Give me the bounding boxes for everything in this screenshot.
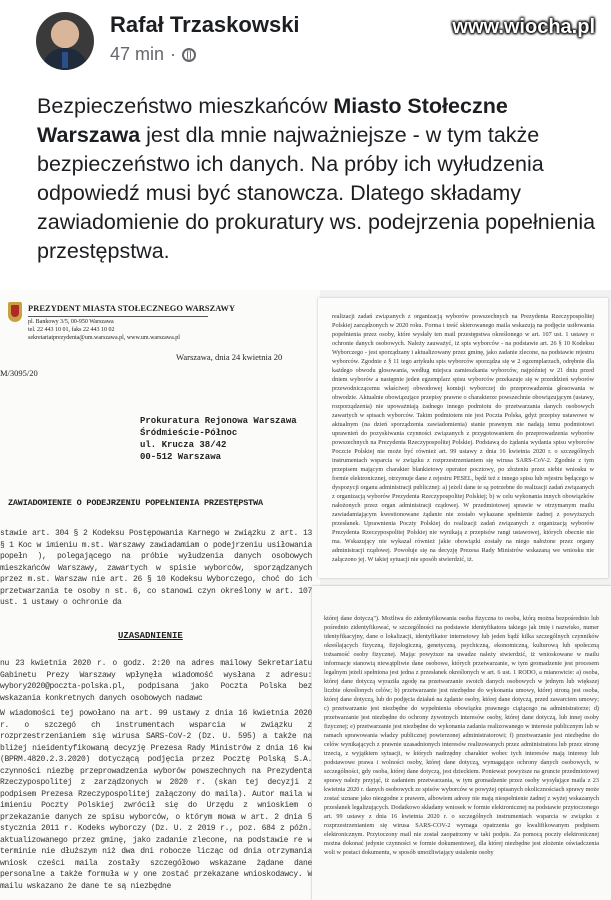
letterhead-title: PREZYDENT MIASTA STOŁECZNEGO WARSZAWY (28, 304, 236, 313)
document-paragraph-1: stawie art. 304 § 2 Kodeksu Postępowania Karnego w związku z art. 13 § 1 Koc w imieniu m.st. Warszawy zawiadamiam o podejrzeniu usiłowania popełn ), polegającego na próbie wyłudzenia danych osobowych mieszkańców Warszawy, zawartych w spisie wyborców, sporządzanych przez m.st. Warszaw nie art. 26 § 10 Kodeksu Wyborczego, choć do ich przetwarzania te osoby n st. 6, co stanowi czyn określony w art. 107 ust. 1 ustawy o ochronie da (0, 529, 312, 607)
post-text (37, 92, 597, 266)
recipient-line-2: Śródmieście-Północ (140, 428, 238, 438)
section-heading: UZASADNIENIE (118, 631, 183, 641)
document-paragraph-3: W wiadomości tej powołano na art. 99 ustawy z dnia 16 kwietnia 2020 r. o szczegó ch instrumentach wsparcia w związku z rozprzestrzenianiem się wirusa SARS-CoV-2 (Dz. U. 595) a także na bliżej nieidentyfikowaną decyzję Prezesa Rady Ministrów z dnia 16 kw (BPRM.4820.2.3.2020) dotyczącą podjęcia przez Pocztę Polską S.A. czynności niezbę przeprowadzenia wyborów powszechnych na Prezydenta Rzeczypospolitej z zarządzonych w 2020 r. (skan tej decyzji z podpisem Prezesa Rzeczypospolitej załączony do maila). Autor maila w imieniu Poczty Polskiej zwrócił się do Urzędu z wnioskiem o przekazanie danych ze spisu wyborców, o którym mowa w art. 2 dnia 5 stycznia 2011 r. Kodeks wyborczy (Dz. U. z 2019 r., poz. 684 z późn. aktualizowanego przez gminę, jako zadanie zlecone, na podstawie re w terminie nie dłuższym niż dwa dni robocze licząc od dnia otrzymania wniosk cześci maila zostały szczegółowo wskazane żądane dane personalne a także formuła w y one zostać przekazane wnioskodawcy. W mailu wskazano że dane te są niezbędne (0, 709, 312, 891)
post-text-part-1: Bezpieczeństwo mieszkańców (37, 94, 334, 118)
post-text-bold: Miasto Stołeczne Warszawa (37, 94, 508, 147)
warsaw-emblem-icon (8, 302, 22, 322)
post-author[interactable]: Rafał Trzaskowski (110, 12, 300, 37)
avatar[interactable] (36, 12, 94, 70)
post-meta (110, 44, 196, 65)
recipient-line-1: Prokuratura Rejonowa Warszawa (140, 416, 297, 426)
document-paragraph-2: nu 23 kwietnia 2020 r. o godz. 2:20 na adres mailowy Sekretariatu Gabinetu Prezy Warszawy wpłynęła wiadomość wysłana z adresu: wybory2020@poczta-polska.pl, podpisana jako Poczta Polska bez wskazania konkretnych danych osobowych nadawc (0, 659, 312, 703)
letterhead-address-2: tel. 22 443 10 01, faks 22 443 10 02 (28, 327, 115, 333)
post-time[interactable]: 47 min (110, 44, 165, 64)
document-page-2 (318, 298, 608, 578)
document-ref: M/3095/20 (0, 368, 38, 378)
recipient-line-4: 00-512 Warszawa (140, 452, 222, 462)
recipient-line-3: ul. Krucza 38/42 (140, 440, 227, 450)
post-header (0, 0, 611, 80)
document-page-1 (0, 290, 320, 900)
document-page-3-text: której dane dotyczą"). Możliwa do zidentyfikowania osoba fizyczna to osoba, którą można bezpośrednio lub pośrednio zidentyfikować, w szczególności na podstawie identyfikatora takiego jak imię i nazwisko, numer identyfikacyjny, dane o lokalizacji, identyfikator internetowy lub jeden bądź kilka szczególnych czynników określających fizyczną, fizjologiczną, genetyczną, psychiczną, ekonomiczną, kulturową lub społeczną tożsamość osoby fizycznej. Mając powyższe na uwadze należy stwierdzić, iż wnioskowane w mailu informacje stanowią niewątpliwie dane osobowe, których przetwarzanie, w tym gromadzenie jest procesem legalnym jeżeli spełniona jest jedna z przesłanek określonych w art. 6 ust. 1 RODO, a mianowicie: a) osoba, której dane dotyczą wyraziła zgodę na przetwarzanie swoich danych osobowych w jednym lub większej liczbie określonych celów; b) przetwarzanie jest niezbędne do wykonania umowy, której stroną jest osoba, której dane dotyczą, lub do podjęcia działań na żądanie osoby, której dane dotyczą, przed zawarciem umowy; c) przetwarzanie jest niezbędne do wypełnienia obowiązku prawnego ciążącego na administratorze; d) przetwarzanie jest niezbędne do ochrony żywotnych interesów osoby, której dane dotyczą, lub innej osoby fizycznej; e) przetwarzanie jest niezbędne do wykonania zadania realizowanego w interesie publicznym lub w ramach sprawowania władzy publicznej powierzonej administratorowi; f) przetwarzanie jest niezbędne do celów wynikających z prawnie uzasadnionych interesów realizowanych przez administratora lub przez stronę trzecią, z wyjątkiem sytuacji, w których nadrzędny charakter wobec tych interesów mają interesy lub podstawowe prawa i wolności osoby, której dane dotyczą, wymagające ochrony danych osobowych, w szczególności, gdy osoba, której dane dotyczą, jest dzieckiem. Ponieważ powyższe na gruncie przedmiotowej sprawy należy przyjąć, iż zadaniem przetwarzania, w tym gromadzenie przez osoby wysyłające maila z 23 kwietnia 2020 r. danych osobowych ze spisów wyborców w powyżej opisanych okolicznościach sprawy może zostać uznane jako niezgodne z prawem, albowiem adresy nie mają niespełnienie żadnej z wyżej wskazanych przesłanek legalizujących. Dodatkowo składany wniosek w formie elektronicznej na podstawie przytoczonego art. 99 ustawy z dnia 16 kwietnia 2020 r. o szczególnych instrumentach wsparcia w związku z rozprzestrzenianiem się wirusa SARS-COV-2 wymaga opatrzenia go kwalifikowanym podpisem elektronicznym. Przytoczony mail nie został zaopatrzony w taki podpis. Za pomocą poczty elektronicznej można dokonać jedynie czynności w formie dokumentowej, dla której niezbędne jest złożenie oświadczenia woli w postaci dokumentu, w sposób umożliwiający ustalenie osoby (324, 615, 599, 856)
document-page-3 (312, 586, 611, 900)
post-text-part-2: jest dla mnie najważniejsze - w tym także bezpieczeństwo ich danych. Na próby ich wyłudzenia odpowiedź musi być stanowcza. Dlatego składamy zawiadomienie do prokuratury ws. podejrzenia popełnienia przestępstwa. (37, 123, 596, 263)
attached-photo[interactable] (0, 290, 611, 900)
meta-separator: · (170, 44, 177, 64)
watermark: www.wiocha.pl (452, 16, 595, 38)
letterhead-address-1: pl. Bankowy 3/5, 00-950 Warszawa (28, 319, 114, 325)
document-date: Warszawa, dnia 24 kwietnia 20 (176, 352, 283, 362)
document-page-2-text: realizacji zadań związanych z organizacją wyborów powszechnych na Prezydenta Rzeczypospolitej Polskiej zarządzonych w 2020 roku. Forma i treść skierowanego maila wskazują na podjęcie usiłowania popełnienia przez osoby, które wysłały ten mail przestępstwa określonego w art. 107 ust. 1 ustawy o ochronie danych osobowych. Należy zauważyć, iż spis wyborców - na podstawie art. 26 § 10 Kodeksu Wyborczego - jest sporządzany i aktualizowany przez gminę, jako zadanie zlecone, na podstawie rejestru wyborców. Zgodnie z § 11 tego artykułu spis wyborców sporządza się w 2 egzemplarzach, odrębnie dla każdego obwodu głosowania, według miejsca zamieszkania wyborców, najpóźniej w 21 dniu przed dniem wyborów a następnie jeden egzemplarz spisu wyborców przekazuje się w przeddzień wyborów przewodniczącemu właściwej obwodowej komisji wyborczej do przeprowadzenia głosowania w obwodzie. Aktualnie obowiązujące przepisy prawne o charakterze powszechnie obowiązującym (ustawy, rozporządzenia) nie upoważniają żadnego innego podmiotu do przetwarzania danych osobowych zawartych w spisach wyborców. Takim podmiotem nie jest Poczta Polska, gdyż przepisy ustawowe w aktualnym (na dzień sporządzenia zawiadomienia) stanie prawnym nie nadają temu podmiotowi uprawnień do pozyskiwania czynności związanych z przygotowaniem do przeprowadzenia wyborów powszechnych na Prezydenta Rzeczypospolitej Polskiej. Podstawą do żądania wydania spisu wyborców Poczcie Polskiej nie może być również art. 99 ustawy z dnia 16 kwietnia 2020 r. o szczególnych instrumentach wsparcia w związku z rozprzestrzenianiem się wirusa SARS-CoV-2. Zgodnie z tym przepisem mającym charakter blankietowy operator pocztowy, po złożeniu przez siebie wniosku w formie elektronicznej, otrzymuje dane z rejestru PESEL, będź też z innego spisu lub rejestru będącego w dyspozycji organu administracji publicznej: a) jeżeli dane te są potrzebne do realizacji zadań związanych z organizacją wyborów Prezydenta Rzeczypospolitej Polskiej; b) w celu wykonania innych obowiązków nałożonych przez organ administracji rządowej. W przedmiotowej sprawie w otrzymanym mailu zawiadamiającym kwestionowane żądanie nie zostało wykazane spełnienie żadnej z powyższych przesłanek. Uprawnienia Poczty Polskiej do realizacji zadań związanych z organizacją wyborów Prezydenta Rzeczypospolitej Polskiej nie wynikają z przepisów rangi ustawowej, których obecnie nie ma. Wskazujący nie wykazał również jakie obowiązki zostały na niego nałożone przez organy administracji rządowej. Powołuje się na decyzję Prezesa Rady Ministrów wskazaną we wniosku nie załączono jej. W takiej sytuacji nie sposób stwierdzić, iż. (332, 313, 594, 563)
globe-icon[interactable] (182, 48, 196, 62)
document-title: ZAWIADOMIENIE O PODEJRZENIU POPEŁNIENIA PRZESTĘPSTWA (8, 498, 263, 508)
letterhead-address-3: sekretariatprezydenta@um.warszawa.pl, www.um.warszawa.pl (28, 335, 180, 341)
